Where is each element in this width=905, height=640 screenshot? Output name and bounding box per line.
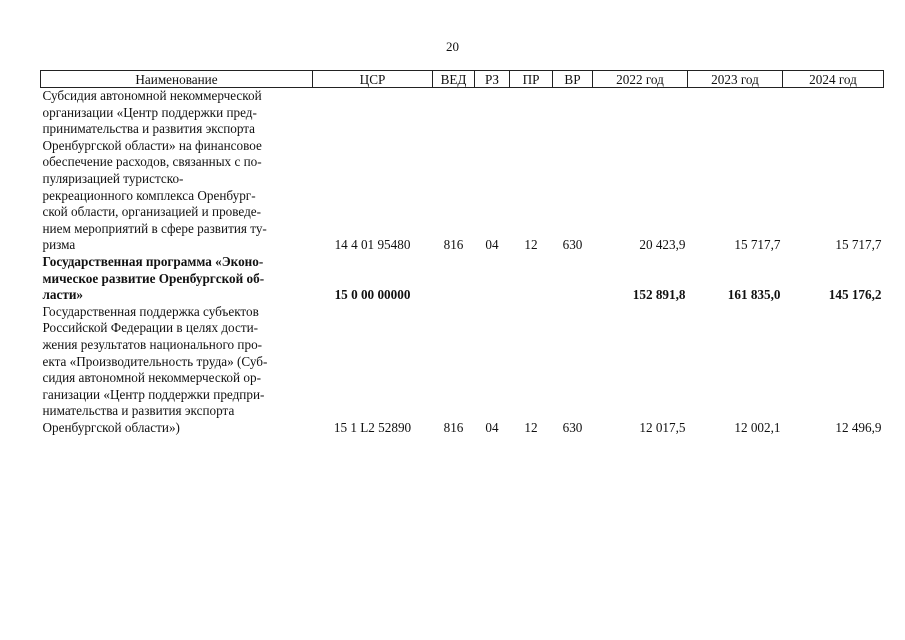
header-name: Наименование <box>41 71 313 88</box>
header-vr: ВР <box>553 71 593 88</box>
page-number: 20 <box>446 39 459 54</box>
name-line: нимательства и развития экспорта <box>42 403 235 419</box>
name-line: Государственная поддержка субъектов <box>42 303 259 319</box>
name-line: жения результатов национального про- <box>42 336 263 352</box>
table-row <box>41 304 884 437</box>
table-row <box>41 88 884 254</box>
header-2022: 2022 год <box>593 71 688 88</box>
amount-2023-cell: 161 835,0 <box>727 287 781 303</box>
amount-2022-cell: 12 017,5 <box>639 419 686 435</box>
name-line: мическое развитие Оренбургской об- <box>42 270 265 286</box>
name-line: обеспечение расходов, связанных с по- <box>42 154 262 170</box>
pr-cell <box>510 254 553 304</box>
table-row <box>41 254 884 304</box>
amount-2023-cell: 15 717,7 <box>734 237 781 253</box>
header-csr: ЦСР <box>313 71 433 88</box>
row-name-cell <box>41 304 313 437</box>
rz-cell: 04 <box>485 237 499 253</box>
vr-cell: 630 <box>562 237 583 253</box>
rz-cell: 04 <box>485 419 499 435</box>
ved-cell <box>433 254 475 304</box>
pr-cell: 12 <box>524 419 538 435</box>
vr-cell: 630 <box>562 419 583 435</box>
amount-2022-cell: 152 891,8 <box>632 287 686 303</box>
header-2024: 2024 год <box>783 71 884 88</box>
ved-cell: 816 <box>443 237 464 253</box>
name-line: Государственная программа «Эконо- <box>42 253 264 269</box>
name-line: организации «Центр поддержки пред- <box>42 104 257 120</box>
rz-cell <box>475 254 510 304</box>
name-line: сидия автономной некоммерческой ор- <box>42 370 261 386</box>
vr-cell <box>553 254 593 304</box>
name-line: принимательства и развития экспорта <box>42 121 256 137</box>
csr-cell: 14 4 01 95480 <box>334 237 411 253</box>
csr-cell: 15 0 00 00000 <box>334 287 411 303</box>
name-line: ласти» <box>42 287 84 303</box>
name-line: рекреационного комплекса Оренбург- <box>42 187 256 203</box>
budget-table <box>40 70 884 436</box>
amount-2023-cell: 12 002,1 <box>734 419 781 435</box>
name-line: пуляризацией туристско- <box>42 170 184 186</box>
name-line: ской области, организацией и проведе- <box>42 204 262 220</box>
amount-2024-cell: 145 176,2 <box>828 287 882 303</box>
amount-2024-cell: 12 496,9 <box>835 419 882 435</box>
pr-cell: 12 <box>524 237 538 253</box>
table-header-row <box>41 71 884 88</box>
header-pr: ПР <box>510 71 553 88</box>
header-rz: РЗ <box>475 71 510 88</box>
amount-2022-cell: 20 423,9 <box>639 237 686 253</box>
header-2023: 2023 год <box>688 71 783 88</box>
row-name-cell <box>41 88 313 254</box>
amount-2024-cell: 15 717,7 <box>835 237 882 253</box>
row-name-cell <box>41 254 313 304</box>
header-ved: ВЕД <box>433 71 475 88</box>
name-line: Оренбургской области») <box>42 419 180 435</box>
name-line: Российской Федерации в целях дости- <box>42 320 259 336</box>
name-line: Субсидия автономной некоммерческой <box>42 88 262 103</box>
csr-cell: 15 1 L2 52890 <box>333 419 412 435</box>
name-line: ризма <box>42 237 76 253</box>
name-line: ганизации «Центр поддержки предпри- <box>42 386 265 402</box>
name-line: екта «Производительность труда» (Суб- <box>42 353 268 369</box>
name-line: нием мероприятий в сфере развития ту- <box>42 220 267 236</box>
ved-cell: 816 <box>443 419 464 435</box>
name-line: Оренбургской области» на финансовое <box>42 137 262 153</box>
